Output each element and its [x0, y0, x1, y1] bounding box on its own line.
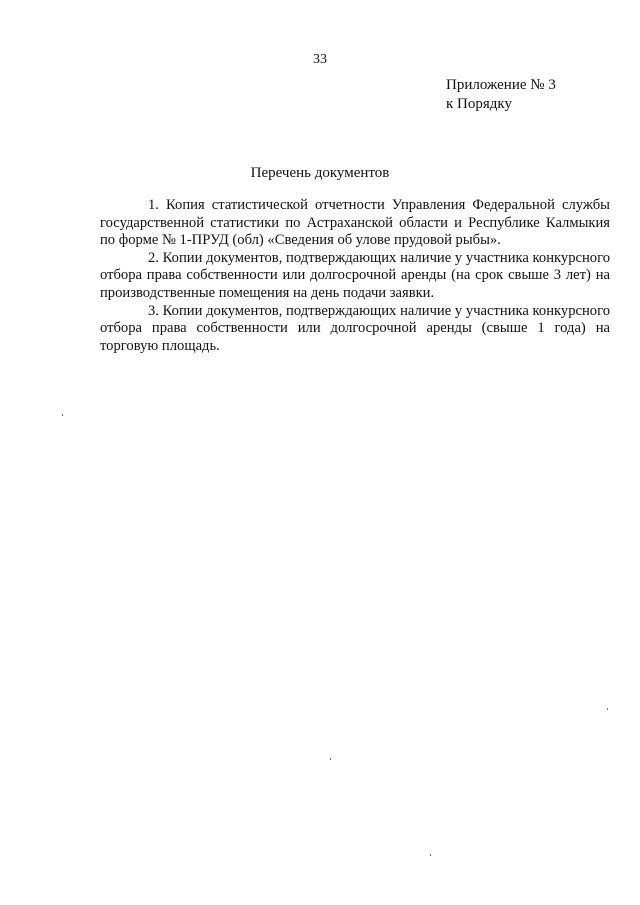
document-list: [100, 197, 610, 355]
scan-speck: [430, 854, 431, 856]
list-item-2: 2. Копии документов, подтверждающих наличие у участника конкурсного отбора права собственности или долгосрочной аренды (на срок свыше 3 лет) на производственные помещения на день подачи заявки.: [100, 249, 610, 301]
appendix-line-2: к Порядку: [446, 96, 512, 112]
appendix-note: [446, 76, 556, 114]
appendix-line-1: Приложение № 3: [446, 77, 556, 93]
list-item-1: 1. Копия статистической отчетности Управления Федеральной службы государственной статистики по Астраханской области и Республике Калмыкия по форме № 1-ПРУД (обл) «Сведения об улове прудовой рыбы».: [100, 197, 610, 249]
scan-speck: [607, 708, 608, 710]
list-item-3: 3. Копии документов, подтверждающих наличие у участника конкурсного отбора права собственности или долгосрочной аренды (свыше 1 года) на торговую площадь.: [100, 302, 610, 354]
scan-speck: [330, 758, 331, 760]
page-number: 33: [313, 52, 327, 67]
document-title: Перечень документов: [250, 165, 390, 181]
scan-speck: [62, 414, 63, 416]
